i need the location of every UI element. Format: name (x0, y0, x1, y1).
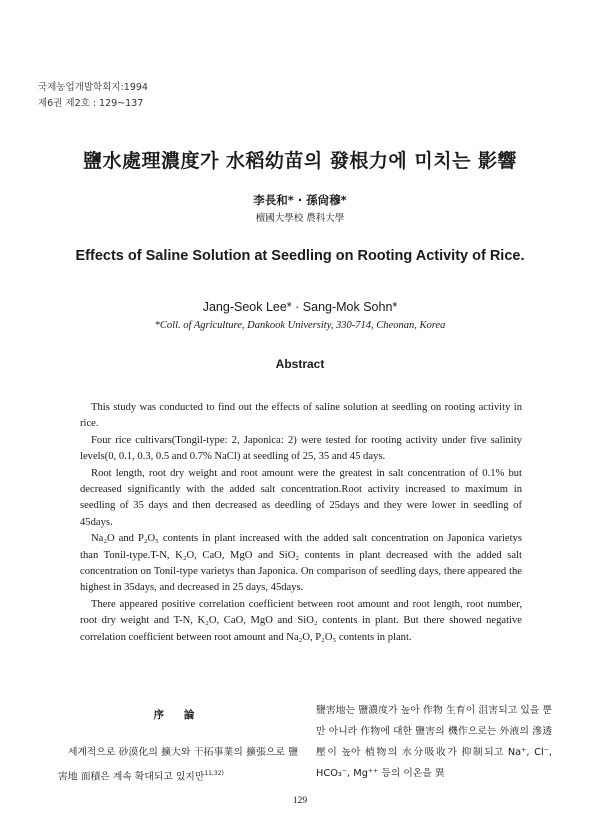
intro-left-text: 세계적으로 砂漠化의 擴大와 干拓事業의 擴張으로 鹽害地 面積은 계속 확대되고 있지만 (58, 747, 298, 783)
abstract-paragraph: There appeared positive correlation coefficient between root amount and root length, root number, root dry weight and T-N, K₂O, CaO, MgO and SiO₂ contents in plant. But there showed negative correlation coefficient between root amount and Na₂O, P₂O₅ contents in plant. (80, 598, 522, 643)
abstract-body (80, 400, 522, 646)
korean-affiliation: 檀國大學校 農科大學 (255, 213, 345, 224)
page-number: 129 (292, 796, 308, 806)
korean-authors: 李長和* · 孫尙穆* (253, 193, 347, 207)
intro-left-paragraph (58, 742, 298, 787)
intro-left-column (58, 707, 298, 787)
journal-header (38, 80, 148, 112)
abstract-paragraph: Na₂O and P₂O₅ contents in plant increased with the added salt concentration on Japonica varietys than Tonil-type.T-N, K₂O, CaO, MgO and SiO₂ contents in plant decreased with the added salt concentration on Tonil-type varietys than Japonica. On comparison of seedling days, there appeared the highest in 35days, and decreased in 25 days, 45days. (80, 533, 522, 594)
english-affiliation: *Coll. of Agriculture, Dankook University, 330-714, Cheonan, Korea (154, 320, 446, 331)
citation-ref: 11,32) (204, 770, 224, 777)
journal-volume: 제6권 제2호 : 129~137 (38, 98, 144, 109)
english-authors: Jang-Seok Lee* · Sang-Mok Sohn* (202, 300, 398, 314)
abstract-paragraph: Root length, root dry weight and root amount were the greatest in salt concentration of 0.1% but decreased significantly with the added salt concentration.Root activity increased to maximum in seedling of 35 days and then decreased as deedling of 25days and they were lower in seedling of 45days. (80, 467, 522, 528)
english-title: Effects of Saline Solution at Seedling on Rooting Activity of Rice. (75, 248, 525, 264)
intro-right-paragraph: 鹽害地는 鹽濃度가 높아 作物 生育이 沮害되고 있을 뿐만 아니라 作物에 대한 鹽害의 機作으로는 外液의 滲透壓이 높아 植物의 水分吸收가 抑制되고 Na⁺, Cl⁻, HCO₃⁻, Mg⁺⁺ 등의 이온을 異 (316, 705, 552, 779)
abstract-paragraph: This study was conducted to find out the effects of saline solution at seedling on rooting activity in rice. (80, 402, 522, 430)
intro-heading: 序 論 (153, 709, 203, 721)
abstract-paragraph: Four rice cultivars(Tongil-type: 2, Japonica: 2) were tested for rooting activity under five salinity levels(0, 0.1, 0.3, 0.5 and 0.7% NaCl) at seedling of 25, 35 and 45 days. (80, 434, 522, 463)
korean-title: 鹽水處理濃度가 水稻幼苗의 發根力에 미치는 影響 (82, 150, 518, 172)
abstract-heading: Abstract (275, 357, 325, 371)
journal-name: 국제농업개발학회지:1994 (38, 82, 148, 93)
intro-right-column (316, 700, 552, 784)
